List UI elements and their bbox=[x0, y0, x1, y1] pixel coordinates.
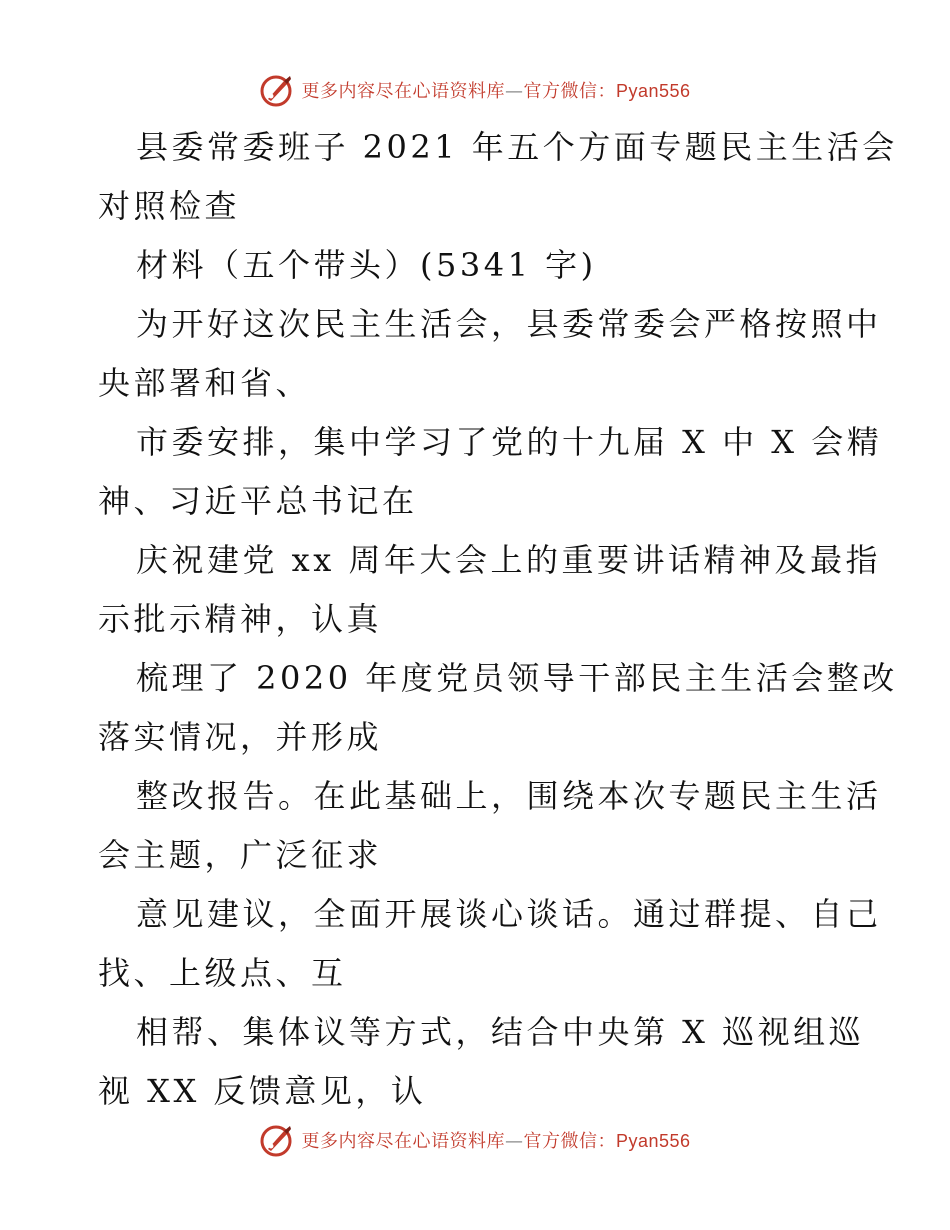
watermark-dash: — bbox=[504, 81, 524, 102]
text-line: 材料（五个带头）(5341 字) bbox=[136, 246, 597, 284]
watermark-wechat-id: Pyan556 bbox=[615, 1131, 691, 1151]
watermark-official: 官方微信： bbox=[523, 1131, 616, 1152]
text-line: 县委常委班子 2021 年五个方面专题民主生活会 bbox=[136, 128, 898, 166]
text-line: 对照检查 bbox=[98, 187, 241, 225]
text-line: 央部署和省、 bbox=[98, 364, 312, 402]
watermark-text bbox=[301, 77, 690, 103]
document-body bbox=[98, 118, 898, 1121]
watermark-dash: — bbox=[504, 1131, 524, 1152]
text-line: 视 XX 反馈意见，认 bbox=[98, 1072, 427, 1110]
header-watermark bbox=[0, 70, 950, 110]
watermark-official: 官方微信： bbox=[523, 81, 616, 102]
text-line: 意见建议，全面开展谈心谈话。通过群提、自己 bbox=[136, 895, 882, 933]
watermark-text bbox=[301, 1127, 690, 1153]
text-line: 会主题，广泛征求 bbox=[98, 836, 383, 874]
watermark-brand: 更多内容尽在心语资料库 bbox=[301, 1131, 505, 1152]
text-line: 相帮、集体议等方式，结合中央第 X 巡视组巡 bbox=[136, 1013, 865, 1051]
text-line: 梳理了 2020 年度党员领导干部民主生活会整改 bbox=[136, 659, 898, 697]
text-line: 庆祝建党 xx 周年大会上的重要讲话精神及最指 bbox=[136, 541, 881, 579]
text-line: 神、习近平总书记在 bbox=[98, 482, 418, 520]
footer-watermark bbox=[0, 1120, 950, 1160]
text-line: 整改报告。在此基础上，围绕本次专题民主生活 bbox=[136, 777, 882, 815]
quill-logo-icon bbox=[259, 72, 295, 108]
text-line: 为开好这次民主生活会，县委常委会严格按照中 bbox=[136, 305, 882, 343]
text-line: 落实情况，并形成 bbox=[98, 718, 383, 756]
watermark-brand: 更多内容尽在心语资料库 bbox=[301, 81, 505, 102]
text-line: 找、上级点、互 bbox=[98, 954, 347, 992]
watermark-wechat-id: Pyan556 bbox=[615, 81, 691, 101]
text-line: 市委安排，集中学习了党的十九届 X 中 X 会精 bbox=[136, 423, 883, 461]
quill-logo-icon bbox=[259, 1122, 295, 1158]
text-line: 示批示精神，认真 bbox=[98, 600, 383, 638]
